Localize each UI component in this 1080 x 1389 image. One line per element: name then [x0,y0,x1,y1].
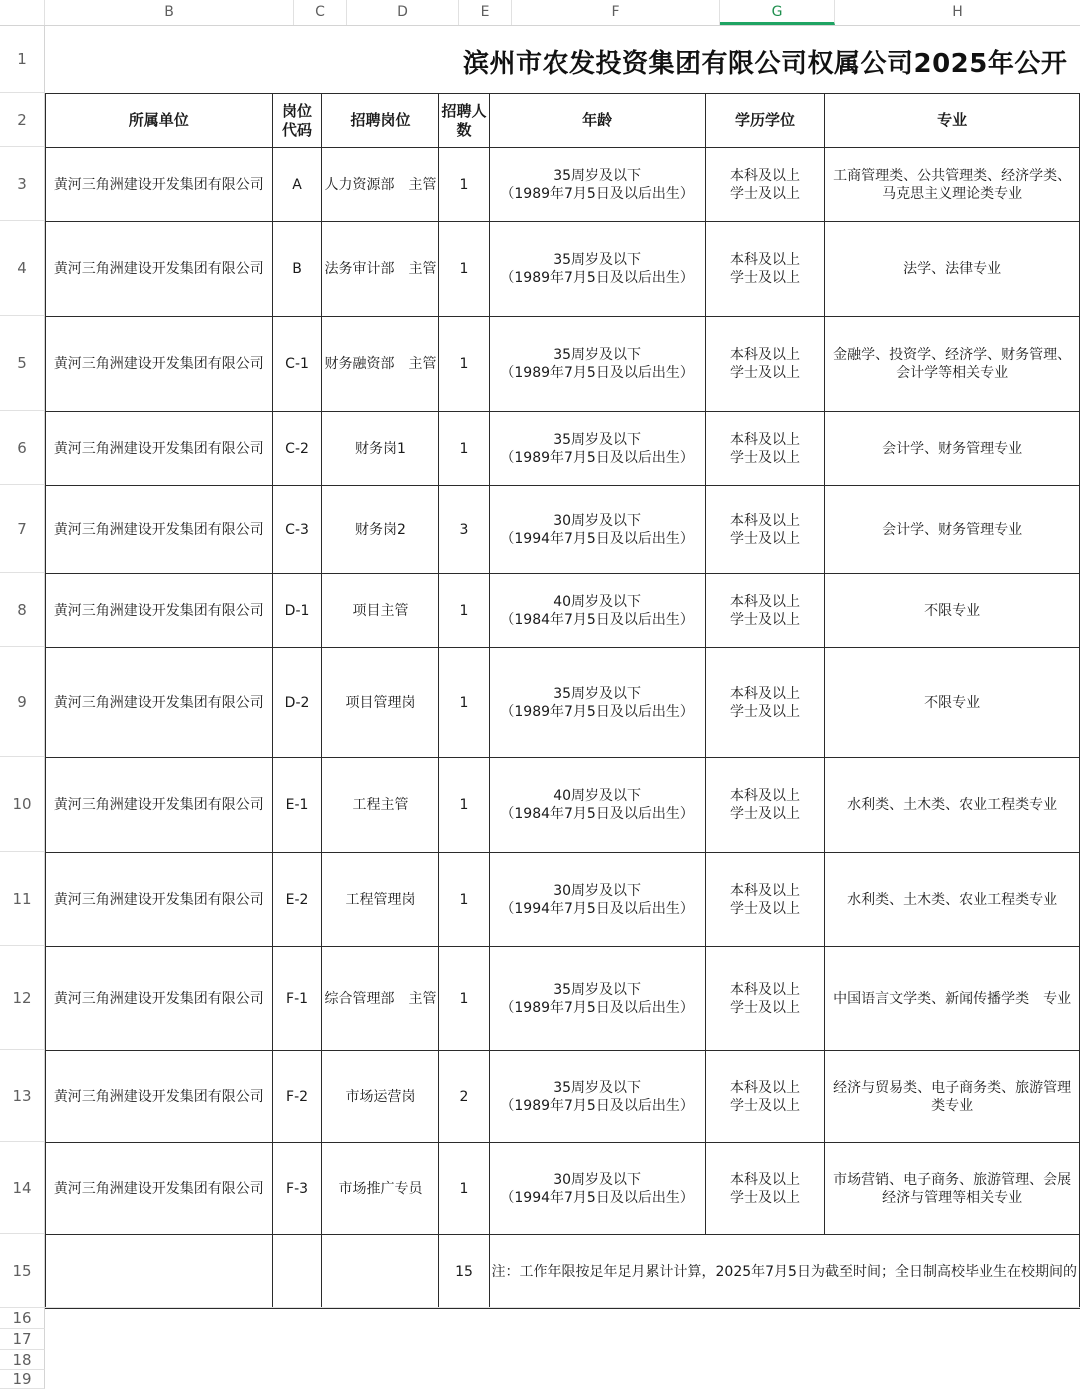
post-cell[interactable]: 人力资源部 主管 [322,148,439,222]
code-cell[interactable]: C-2 [272,412,322,486]
degree-level: 学士及以上 [730,185,800,202]
major-cell[interactable]: 法学、法律专业 [825,222,1080,317]
row-header[interactable]: 2 [0,93,45,147]
code-cell[interactable]: D-1 [272,574,322,648]
age-cell[interactable] [489,648,705,758]
code-cell[interactable]: D-2 [272,648,322,758]
post-cell[interactable]: 项目主管 [322,574,439,648]
count-cell[interactable]: 1 [439,758,489,853]
column-header-c[interactable]: C [294,0,347,25]
major-cell[interactable]: 不限专业 [825,574,1080,648]
post-cell[interactable]: 市场推广专员 [322,1143,439,1235]
count-cell[interactable]: 1 [439,222,489,317]
age-cell[interactable] [489,412,705,486]
major-cell[interactable]: 工商管理类、公共管理类、经济学类、马克思主义理论类专业 [825,148,1080,222]
education-level: 本科及以上 [730,1079,800,1096]
row-header[interactable]: 12 [0,946,45,1050]
unit-cell[interactable]: 黄河三角洲建设开发集团有限公司 [46,574,273,648]
total-count-cell[interactable]: 15 [439,1235,489,1309]
birth-date-limit: （1994年7月5日及以后出生） [500,900,694,917]
header-major[interactable]: 专业 [825,94,1080,148]
age-limit: 35周岁及以下 [553,167,642,184]
header-post[interactable]: 招聘岗位 [322,94,439,148]
header-edu[interactable]: 学历学位 [705,94,825,148]
column-header-h[interactable]: H [952,4,963,20]
table-row [46,1143,1080,1235]
column-header-bar [0,0,1080,26]
major-cell[interactable]: 中国语言文学类、新闻传播学类 专业 [825,947,1080,1051]
education-level: 本科及以上 [730,167,800,184]
edu-cell[interactable] [705,1051,825,1143]
table-row [46,222,1080,317]
post-cell[interactable]: 工程主管 [322,758,439,853]
edu-cell[interactable] [705,486,825,574]
post-cell[interactable]: 市场运营岗 [322,1051,439,1143]
column-header-b[interactable]: B [45,0,294,25]
header-row [46,94,1080,148]
education-level: 本科及以上 [730,431,800,448]
row-header[interactable]: 17 [0,1329,45,1350]
cell-empty[interactable] [46,1235,273,1309]
row-header[interactable]: 19 [0,1370,45,1389]
count-cell[interactable]: 2 [439,1051,489,1143]
age-cell[interactable] [489,574,705,648]
row-header[interactable]: 18 [0,1350,45,1370]
table-row [46,486,1080,574]
birth-date-limit: （1989年7月5日及以后出生） [500,365,694,381]
table-row [46,574,1080,648]
unit-cell[interactable]: 黄河三角洲建设开发集团有限公司 [46,412,273,486]
birth-date-limit: （1989年7月5日及以后出生） [500,1097,694,1114]
education-level: 本科及以上 [730,593,800,610]
degree-level: 学士及以上 [730,703,800,720]
row-header[interactable]: 10 [0,757,45,852]
count-cell[interactable]: 1 [439,947,489,1051]
age-cell[interactable] [489,1051,705,1143]
note-cell[interactable]: 注：工作年限按足年足月累计计算，2025年7月5日为截至时间；全日制高校毕业生在校期间的 [489,1235,1079,1309]
age-limit: 30周岁及以下 [553,1171,642,1188]
row-header[interactable]: 11 [0,852,45,946]
birth-date-limit: （1994年7月5日及以后出生） [500,1189,694,1206]
birth-date-limit: （1984年7月5日及以后出生） [500,611,694,628]
header-count[interactable]: 招聘人数 [439,94,489,148]
count-cell[interactable]: 1 [439,1143,489,1235]
degree-level: 学士及以上 [730,611,800,628]
code-cell[interactable]: F-2 [272,1051,322,1143]
age-cell[interactable] [489,1143,705,1235]
unit-cell[interactable]: 黄河三角洲建设开发集团有限公司 [46,486,273,574]
row-header[interactable]: 5 [0,316,45,411]
row-header[interactable]: 15 [0,1234,45,1308]
age-cell[interactable] [489,222,705,317]
degree-level: 学士及以上 [730,365,800,381]
age-limit: 35周岁及以下 [553,1079,642,1096]
degree-level: 学士及以上 [730,900,800,917]
header-unit[interactable]: 所属单位 [46,94,273,148]
degree-level: 学士及以上 [730,1097,800,1114]
code-cell[interactable]: C-1 [272,317,322,412]
code-cell[interactable]: E-1 [272,758,322,853]
edu-cell[interactable] [705,412,825,486]
birth-date-limit: （1989年7月5日及以后出生） [500,185,694,202]
column-header-f[interactable]: F [512,0,720,25]
education-level: 本科及以上 [730,882,800,899]
age-limit: 35周岁及以下 [553,981,642,998]
education-level: 本科及以上 [730,685,800,702]
education-level: 本科及以上 [730,512,800,529]
table-row [46,947,1080,1051]
birth-date-limit: （1989年7月5日及以后出生） [500,270,694,286]
birth-date-limit: （1989年7月5日及以后出生） [500,703,694,720]
age-limit: 35周岁及以下 [553,431,642,448]
degree-level: 学士及以上 [730,999,800,1016]
code-cell[interactable]: E-2 [272,853,322,947]
row-header[interactable]: 16 [0,1308,45,1329]
unit-cell[interactable]: 黄河三角洲建设开发集团有限公司 [46,1143,273,1235]
age-cell[interactable] [489,148,705,222]
sheet-title: 滨州市农发投资集团有限公司权属公司2025年公开 [463,49,1068,79]
edu-cell[interactable] [705,758,825,853]
post-cell[interactable]: 法务审计部 主管 [322,222,439,317]
post-cell[interactable]: 项目管理岗 [322,648,439,758]
column-header-g[interactable]: G [720,0,835,25]
education-level: 本科及以上 [730,788,800,804]
unit-cell[interactable]: 黄河三角洲建设开发集团有限公司 [46,222,273,317]
count-cell[interactable]: 1 [439,853,489,947]
count-cell[interactable]: 1 [439,148,489,222]
education-level: 本科及以上 [730,347,800,363]
row-header[interactable]: 4 [0,221,45,316]
edu-cell[interactable] [705,947,825,1051]
code-cell[interactable]: A [272,148,322,222]
age-cell[interactable] [489,853,705,947]
edu-cell[interactable] [705,574,825,648]
post-cell[interactable]: 财务岗1 [322,412,439,486]
title-cell[interactable] [45,25,1080,93]
count-cell[interactable]: 1 [439,317,489,412]
grid-line [45,1307,1080,1308]
total-row [46,1235,1080,1309]
age-cell[interactable] [489,486,705,574]
cell-empty[interactable] [272,1235,322,1309]
age-limit: 30周岁及以下 [553,882,642,899]
edu-cell[interactable] [705,148,825,222]
degree-level: 学士及以上 [730,530,800,547]
header-age[interactable]: 年龄 [489,94,705,148]
row-header[interactable]: 7 [0,485,45,573]
age-limit: 40周岁及以下 [553,593,642,610]
birth-date-limit: （1989年7月5日及以后出生） [500,999,694,1016]
post-cell[interactable]: 工程管理岗 [322,853,439,947]
birth-date-limit: （1994年7月5日及以后出生） [500,530,694,547]
degree-level: 学士及以上 [730,449,800,466]
major-cell[interactable]: 水利类、土木类、农业工程类专业 [825,853,1080,947]
table-row [46,412,1080,486]
post-cell[interactable]: 财务融资部 主管 [322,317,439,412]
row-header[interactable]: 9 [0,647,45,757]
major-cell[interactable]: 会计学、财务管理专业 [825,486,1080,574]
edu-cell[interactable] [705,853,825,947]
age-limit: 40周岁及以下 [553,788,642,804]
row-header[interactable]: 8 [0,573,45,647]
code-cell[interactable]: C-3 [272,486,322,574]
count-cell[interactable]: 1 [439,412,489,486]
cell-empty[interactable] [322,1235,439,1309]
edu-cell[interactable] [705,222,825,317]
age-limit: 35周岁及以下 [553,347,642,363]
table-row [46,853,1080,947]
corner-select-all[interactable] [0,0,45,25]
education-level: 本科及以上 [730,1171,800,1188]
post-cell[interactable]: 财务岗2 [322,486,439,574]
unit-cell[interactable]: 黄河三角洲建设开发集团有限公司 [46,947,273,1051]
code-cell[interactable]: F-1 [272,947,322,1051]
code-cell[interactable]: B [272,222,322,317]
edu-cell[interactable] [705,648,825,758]
major-cell[interactable]: 金融学、投资学、经济学、财务管理、会计学等相关专业 [825,317,1080,412]
row-header[interactable]: 3 [0,147,45,221]
table-row [46,758,1080,853]
count-cell[interactable]: 1 [439,648,489,758]
row-header[interactable]: 14 [0,1142,45,1234]
age-cell[interactable] [489,758,705,853]
unit-cell[interactable]: 黄河三角洲建设开发集团有限公司 [46,758,273,853]
major-cell[interactable]: 市场营销、电子商务、旅游管理、会展经济与管理等相关专业 [825,1143,1080,1235]
age-cell[interactable] [489,317,705,412]
age-limit: 35周岁及以下 [553,252,642,268]
major-cell[interactable]: 水利类、土木类、农业工程类专业 [825,758,1080,853]
degree-level: 学士及以上 [730,1189,800,1206]
age-cell[interactable] [489,947,705,1051]
degree-level: 学士及以上 [730,270,800,286]
count-cell[interactable]: 3 [439,486,489,574]
row-header[interactable]: 13 [0,1050,45,1142]
unit-cell[interactable]: 黄河三角洲建设开发集团有限公司 [46,317,273,412]
education-level: 本科及以上 [730,981,800,998]
table-row [46,317,1080,412]
education-level: 本科及以上 [730,252,800,268]
column-header-d[interactable]: D [347,0,459,25]
birth-date-limit: （1989年7月5日及以后出生） [500,449,694,466]
unit-cell[interactable]: 黄河三角洲建设开发集团有限公司 [46,148,273,222]
unit-cell[interactable]: 黄河三角洲建设开发集团有限公司 [46,1051,273,1143]
major-cell[interactable]: 会计学、财务管理专业 [825,412,1080,486]
major-cell[interactable]: 不限专业 [825,648,1080,758]
row-header[interactable]: 1 [0,25,45,93]
table-row [46,648,1080,758]
unit-cell[interactable]: 黄河三角洲建设开发集团有限公司 [46,853,273,947]
age-limit: 30周岁及以下 [553,512,642,529]
code-cell[interactable]: F-3 [272,1143,322,1235]
column-header-e[interactable]: E [459,0,512,25]
post-cell[interactable]: 综合管理部 主管 [322,947,439,1051]
table-row [46,1051,1080,1143]
row-header[interactable]: 6 [0,411,45,485]
header-code[interactable]: 岗位代码 [272,94,322,148]
table-row [46,148,1080,222]
count-cell[interactable]: 1 [439,574,489,648]
edu-cell[interactable] [705,1143,825,1235]
edu-cell[interactable] [705,317,825,412]
major-cell[interactable]: 经济与贸易类、电子商务类、旅游管理类专业 [825,1051,1080,1143]
age-limit: 35周岁及以下 [553,685,642,702]
birth-date-limit: （1984年7月5日及以后出生） [500,806,694,822]
degree-level: 学士及以上 [730,806,800,822]
recruitment-table [45,93,1080,1309]
unit-cell[interactable]: 黄河三角洲建设开发集团有限公司 [46,648,273,758]
